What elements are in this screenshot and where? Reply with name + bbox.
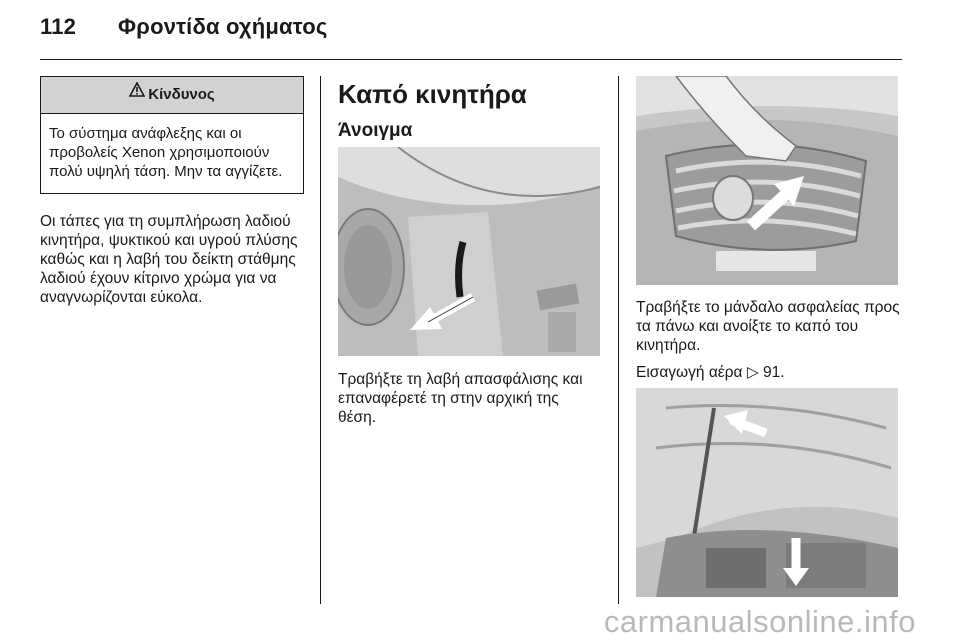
yellow-caps-paragraph: Οι τάπες για τη συμπλήρωση λαδιού κινητήρα, ψυκτικού και υγρού πλύσης καθώς και η λαβή του δείκτη στάθμης λαδιού έχουν κίτρινο χρώμα για να αναγνωρίζονται εύκολα. [40,213,298,306]
release-lever-figure [338,147,600,356]
page-header [40,14,327,40]
page-title: Φροντίδα οχήματος [118,14,328,39]
hood-stay-figure [636,388,898,597]
column-divider-2 [618,76,619,604]
reference-page-link[interactable]: 91 [763,364,781,381]
subsection-heading: Άνοιγμα [338,120,413,141]
instruction-release-lever: Τραβήξτε τη λαβή απασφάλισης και επαναφέρετέ τη στην αρχική της θέση. [338,371,583,426]
section-heading: Καπό κινητήρα [338,79,527,109]
safety-catch-figure [636,76,898,285]
reference-label: Εισαγωγή αέρα [636,364,743,381]
danger-box [40,76,304,194]
column-divider-1 [320,76,321,604]
danger-box-title: Κίνδυνος [148,86,215,103]
danger-box-text: Το σύστημα ανάφλεξης και οι προβολείς Xenon χρησιμοποιούν πολύ υψηλή τάση. Μην τα αγγίζετε. [49,125,283,180]
watermark: carmanualsonline.info [603,604,916,639]
danger-box-header [41,77,303,114]
page-number: 112 [40,14,77,39]
instruction-safety-catch: Τραβήξτε το μάνδαλο ασφαλείας προς τα πάνω και ανοίξτε το καπό του κινητήρα. [636,299,900,354]
warning-triangle-icon [129,75,145,111]
air-intake-reference: Εισαγωγή αέρα ▷ 91. [636,364,785,381]
header-rule [40,59,902,60]
page-ref-icon: ▷ [746,364,759,381]
